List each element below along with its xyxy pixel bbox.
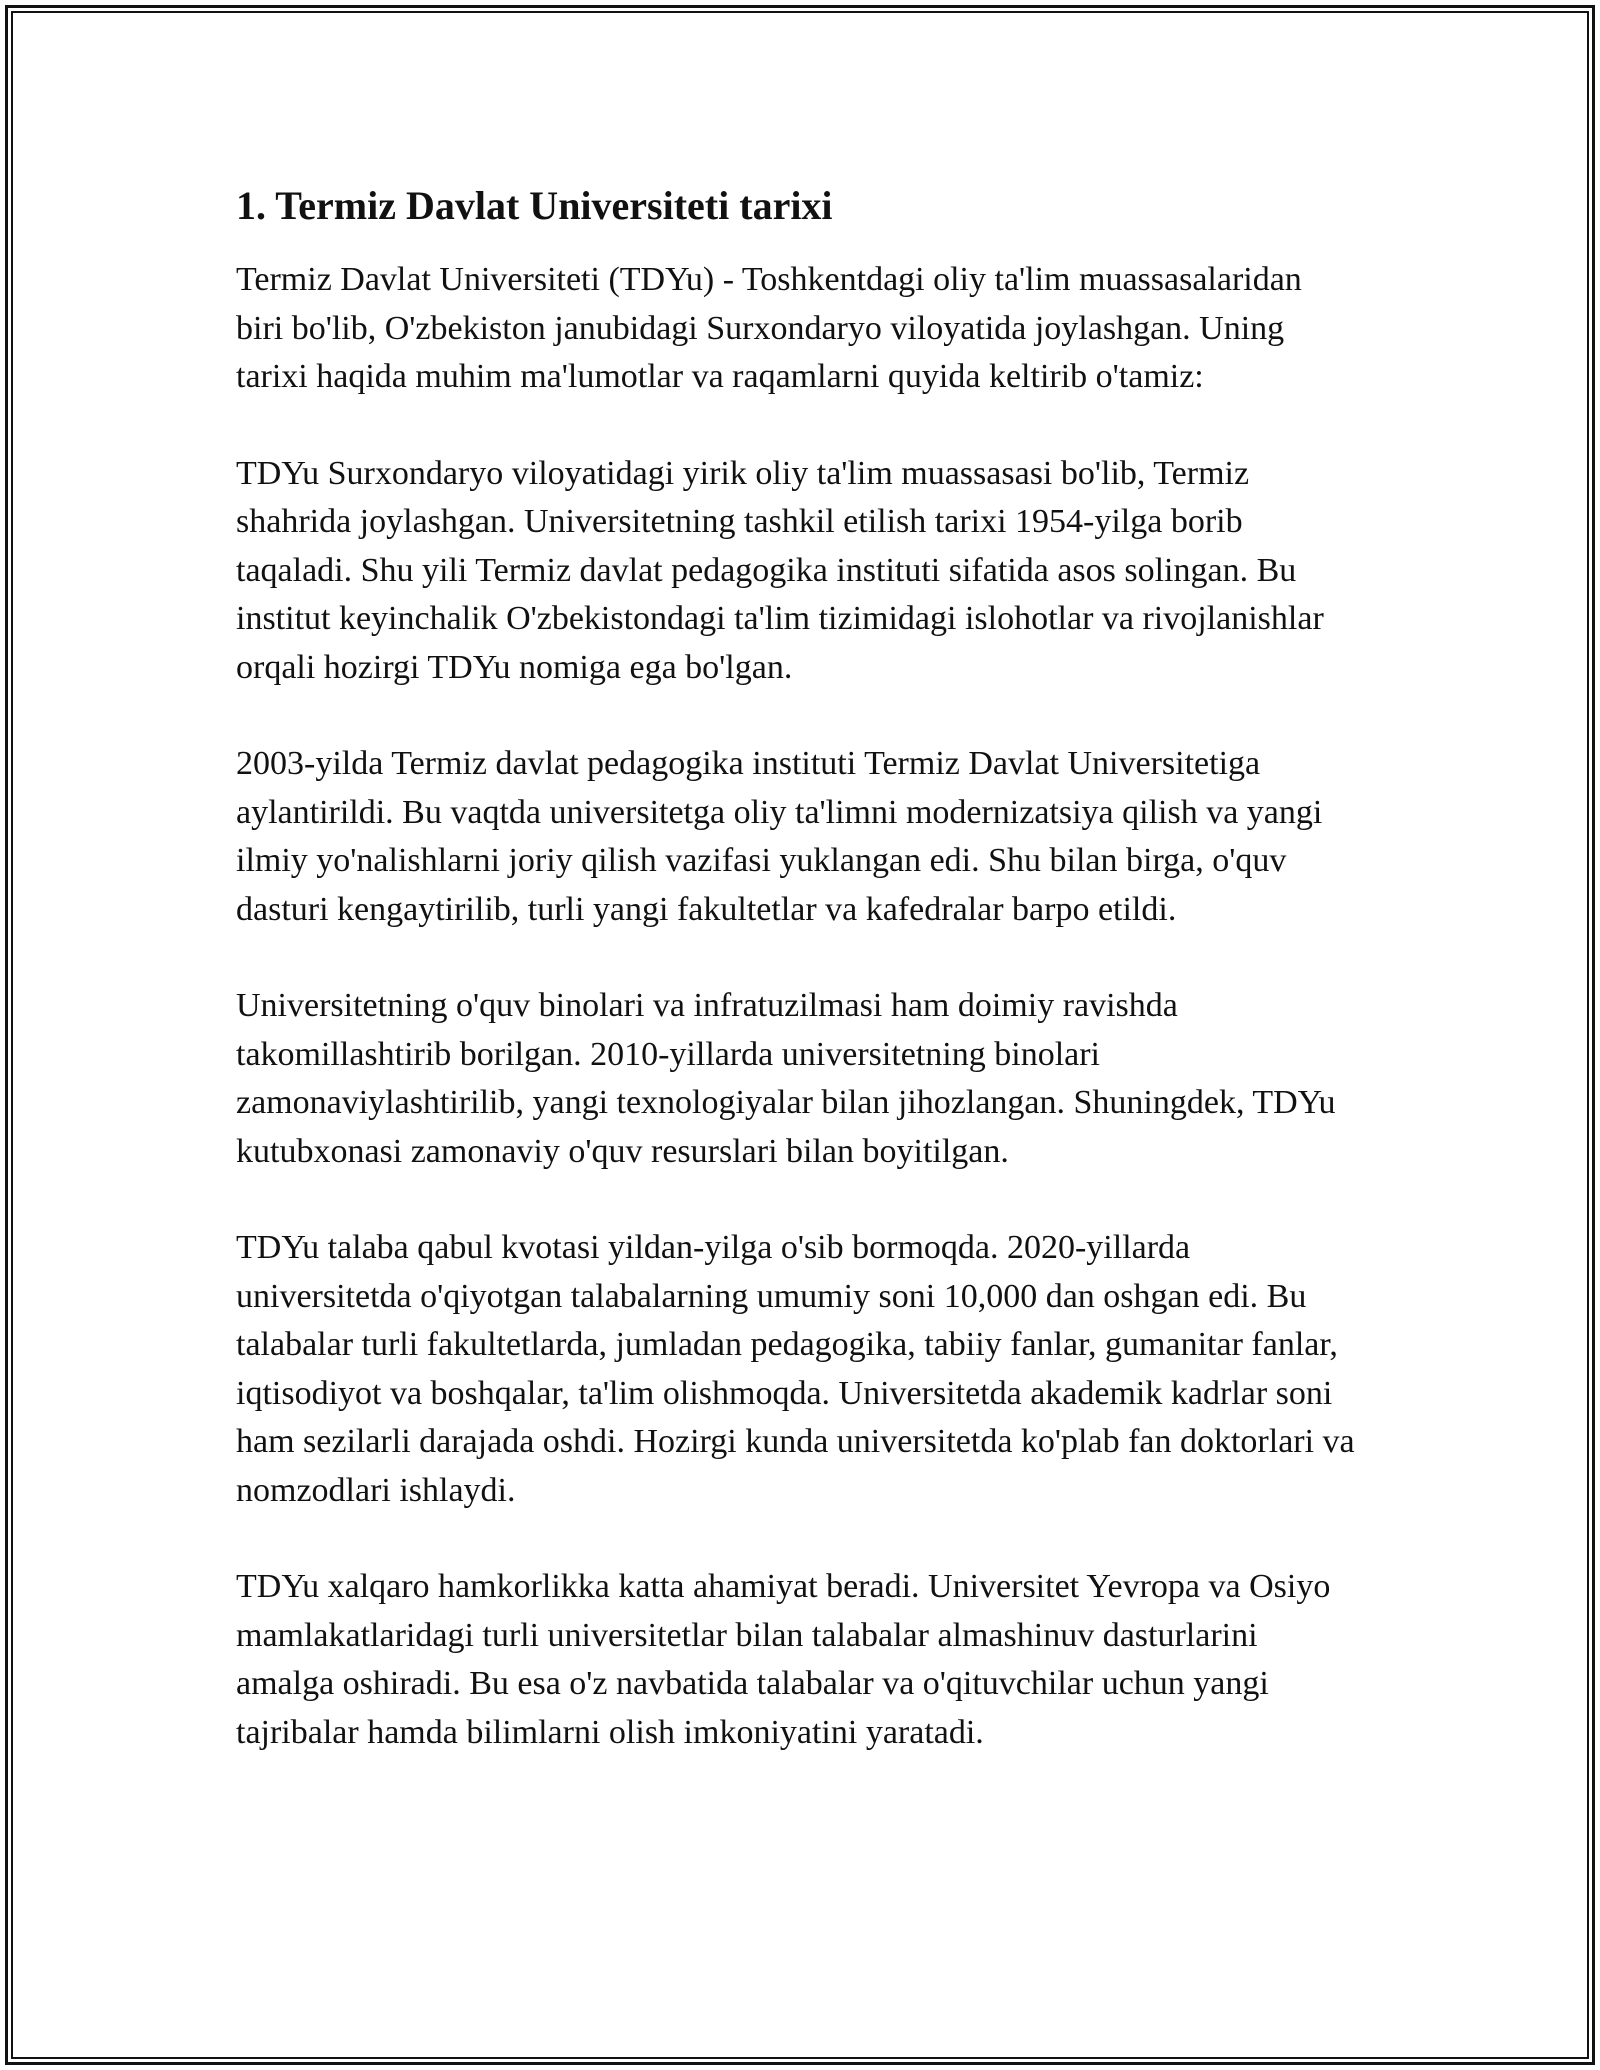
paragraph-university-status: 2003-yilda Termiz davlat pedagogika instituti Termiz Davlat Universitetiga aylantirildi. Bu vaqtda universitetga oliy ta'limni modernizatsiya qilish va yangi ilmiy yo'nalishlarni joriy qilish vazifasi yuklangan edi. Shu bilan birga, o'quv dasturi kengaytirilib, turli yangi fakultetlar va kafedralar barpo etildi. (236, 745, 1323, 928)
paragraph-founding: TDYu Surxondaryo viloyatidagi yirik oliy ta'lim muassasasi bo'lib, Termiz shahrida joylashgan. Universitetning tashkil etilish tarixi 1954-yilga borib taqaladi. Shu yili Termiz davlat pedagogika instituti sifatida asos solingan. Bu institut keyinchalik O'zbekistondagi ta'lim tizimidagi islohotlar va rivojlanishlar orqali hozirgi TDYu nomiga ega bo'lgan. (236, 454, 1324, 686)
paragraph-infrastructure: Universitetning o'quv binolari va infratuzilmasi ham doimiy ravishda takomillashtirib borilgan. 2010-yillarda universitetning binolari zamonaviylashtirilib, yangi texnologiyalar bilan jihozlangan. Shuningdek, TDYu kutubxonasi zamonaviy o'quv resurslari bilan boyitilgan. (236, 987, 1336, 1170)
paragraph-international: TDYu xalqaro hamkorlikka katta ahamiyat beradi. Universitet Yevropa va Osiyo mamlakatlaridagi turli universitetlar bilan talabalar almashinuv dasturlarini amalga oshiradi. Bu esa o'z navbatida talabalar va o'qituvchilar uchun yangi tajribalar hamda bilimlarni olish imkoniyatini yaratadi. (236, 1568, 1331, 1751)
section-heading: 1. Termiz Davlat Universiteti tarixi (236, 183, 833, 228)
paragraph-intro: Termiz Davlat Universiteti (TDYu) - Toshkentdagi oliy ta'lim muassasalaridan biri bo'lib, O'zbekiston janubidagi Surxondaryo viloyatida joylashgan. Uning tarixi haqida muhim ma'lumotlar va raqamlarni quyida keltirib o'tamiz: (236, 261, 1302, 395)
paragraph-students: TDYu talaba qabul kvotasi yildan-yilga o'sib bormoqda. 2020-yillarda universitetda o'qiyotgan talabalarning umumiy soni 10,000 dan oshgan edi. Bu talabalar turli fakultetlarda, jumladan pedagogika, tabiiy fanlar, gumanitar fanlar, iqtisodiyot va boshqalar, ta'lim olishmoqda. Universitetda akademik kadrlar soni ham sezilarli darajada oshdi. Hozirgi kunda universitetda ko'plab fan doktorlari va nomzodlari ishlaydi. (236, 1229, 1355, 1509)
document-body (236, 180, 1356, 1805)
